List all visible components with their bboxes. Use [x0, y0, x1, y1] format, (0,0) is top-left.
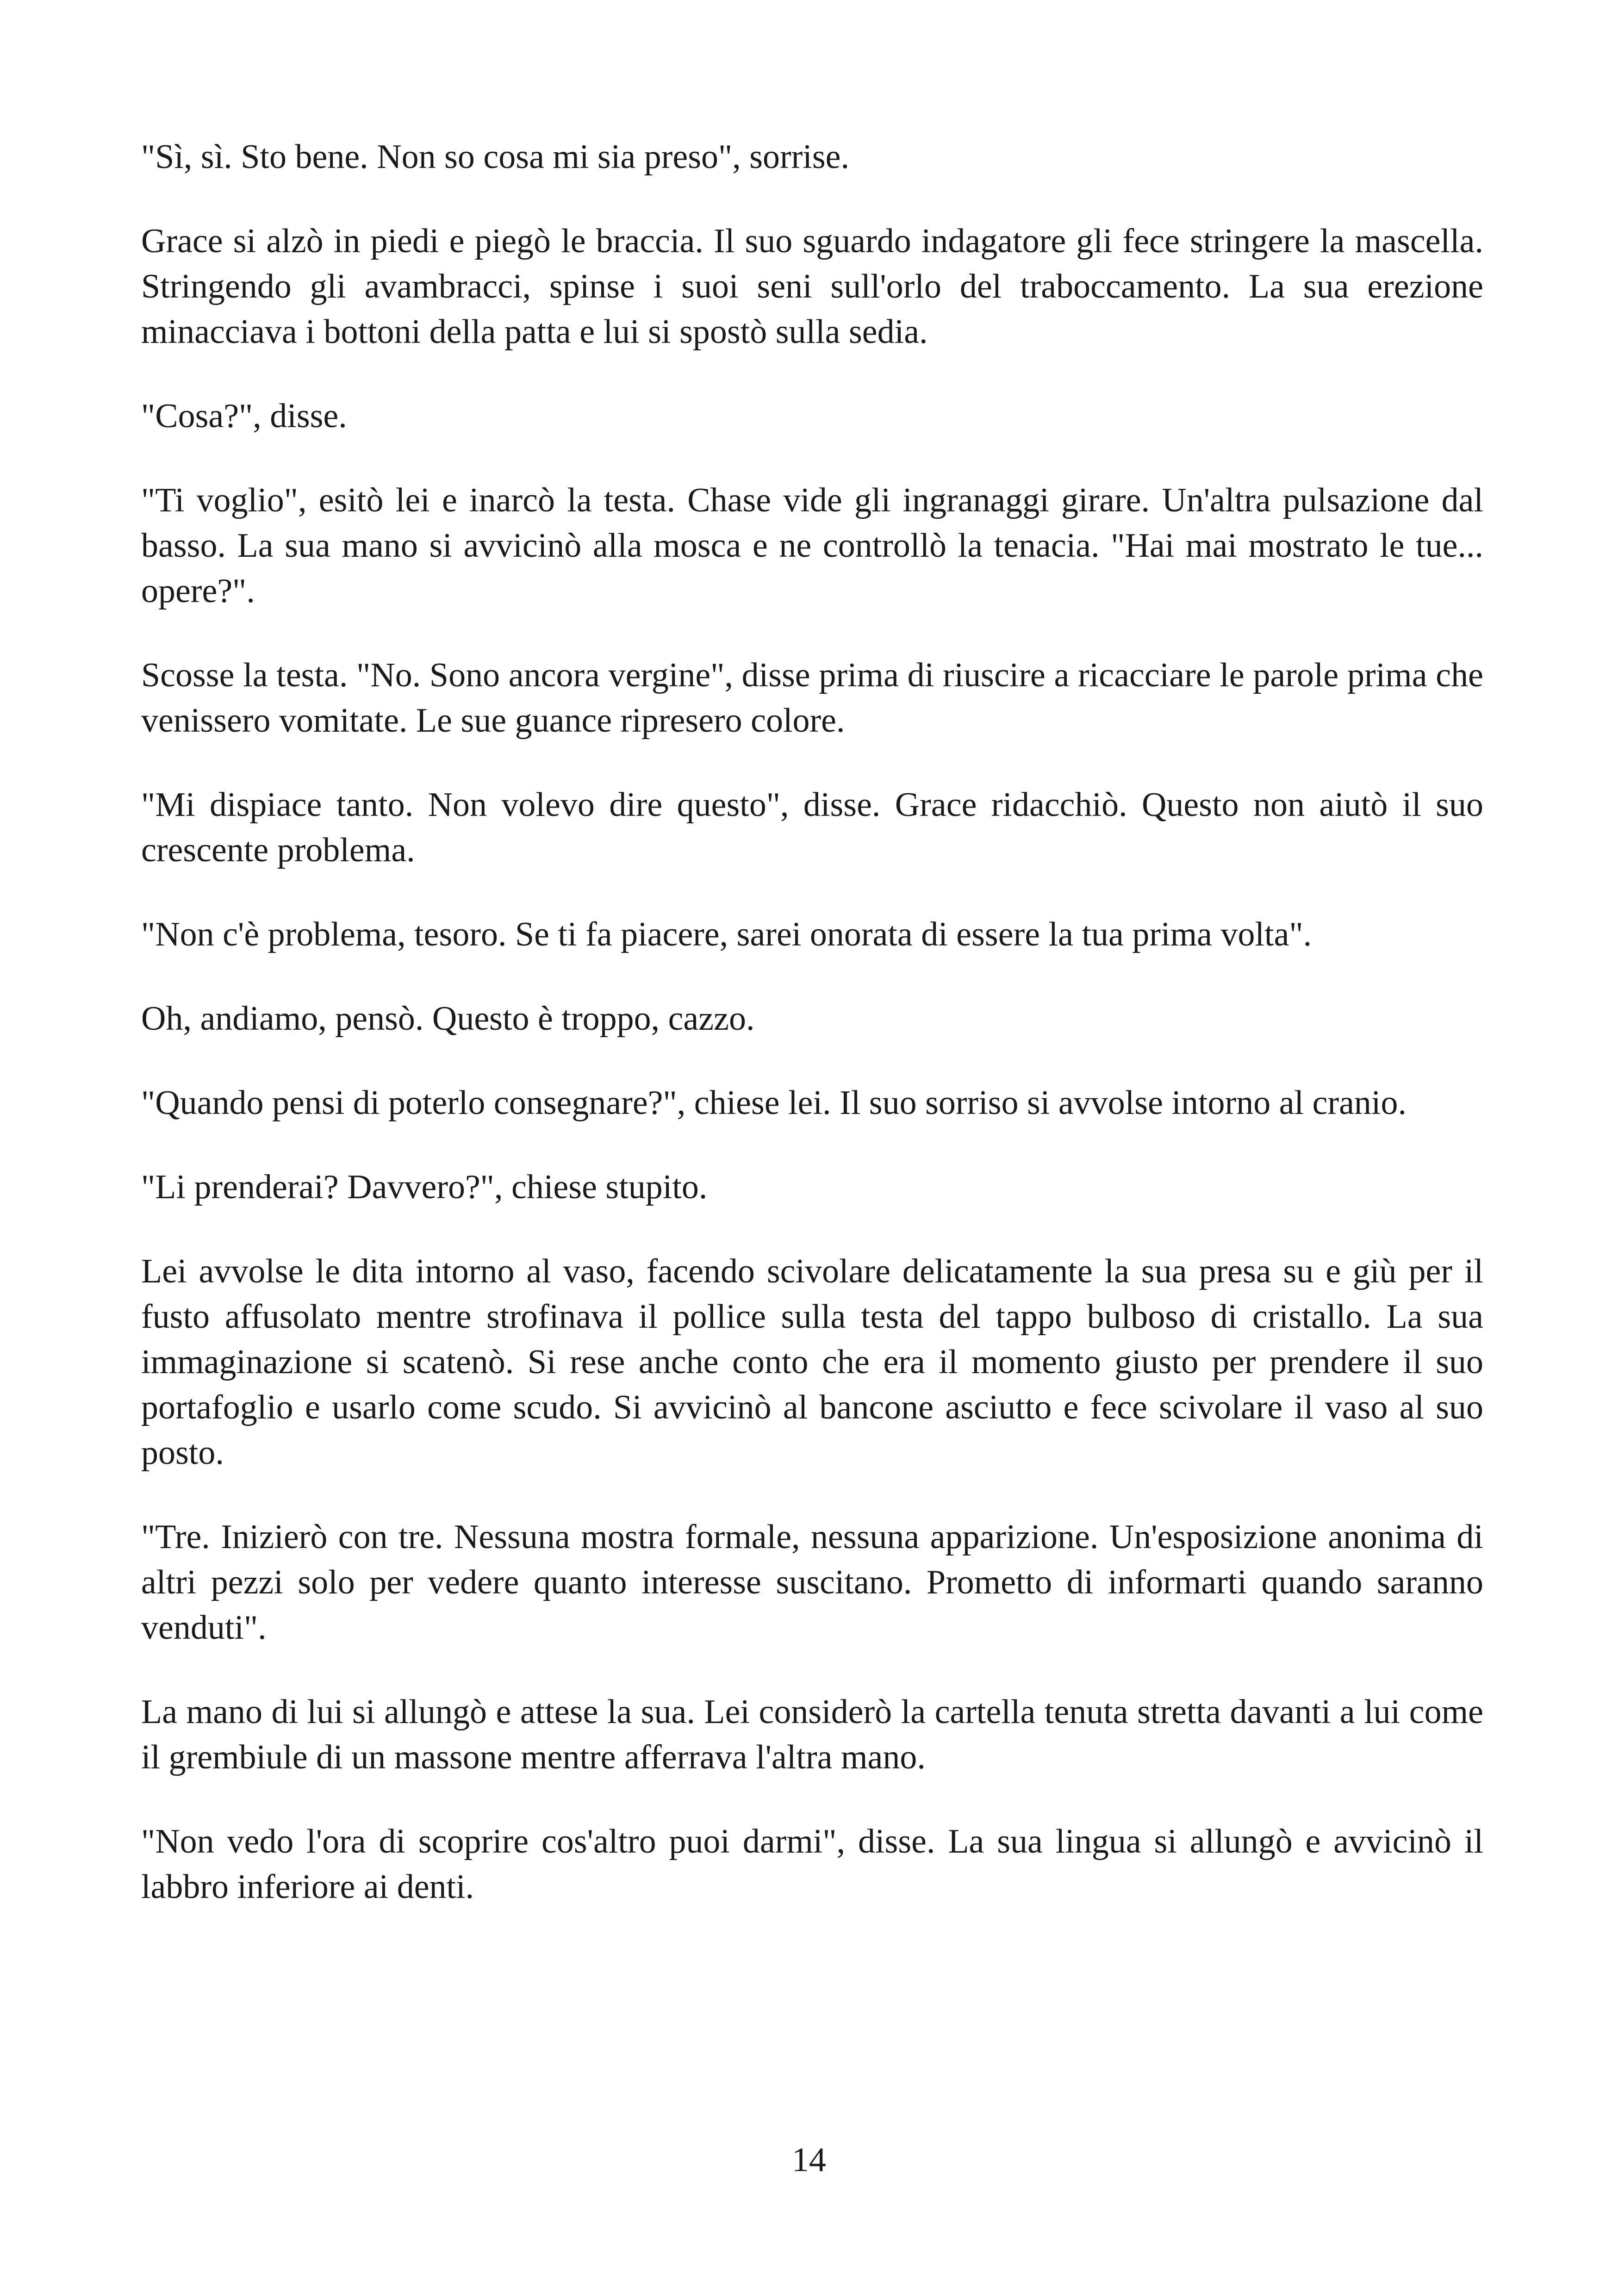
paragraph-13: La mano di lui si allungò e attese la sua. Lei considerò la cartella tenuta stretta davanti a lui come il grembiule di un massone mentre afferrava l'altra mano.: [141, 1693, 1483, 1776]
paragraph-14: "Non vedo l'ora di scoprire cos'altro puoi darmi", disse. La sua lingua si allungò e avvicinò il labbro inferiore ai denti.: [141, 1823, 1483, 1906]
paragraph-8: Oh, andiamo, pensò. Questo è troppo, cazzo.: [141, 1000, 755, 1038]
paragraph-11: Lei avvolse le dita intorno al vaso, facendo scivolare delicatamente la sua presa su e giù per il fusto affusolato mentre strofinava il pollice sulla testa del tappo bulboso di cristallo. La sua immaginazione si scatenò. Si rese anche conto che era il momento giusto per prendere il suo portafoglio e usarlo come scudo. Si avvicinò al bancone asciutto e fece scivolare il vaso al suo posto.: [141, 1252, 1483, 1472]
paragraph-10: "Li prenderai? Davvero?", chiese stupito.: [141, 1168, 708, 1206]
paragraph-3: "Cosa?", disse.: [141, 397, 347, 435]
paragraph-2: Grace si alzò in piedi e piegò le braccia. Il suo sguardo indagatore gli fece stringere la mascella. Stringendo gli avambracci, spinse i suoi seni sull'orlo del traboccamento. La sua erezione minacciava i bottoni della patta e lui si spostò sulla sedia.: [141, 222, 1483, 351]
paragraph-7: "Non c'è problema, tesoro. Se ti fa piacere, sarei onorata di essere la tua prima volta".: [141, 915, 1312, 953]
paragraph-5: Scosse la testa. "No. Sono ancora vergine", disse prima di riuscire a ricacciare le parole prima che venissero vomitate. Le sue guance ripresero colore.: [141, 656, 1483, 740]
paragraph-4: "Ti voglio", esitò lei e inarcò la testa. Chase vide gli ingranaggi girare. Un'altra pulsazione dal basso. La sua mano si avvicinò alla mosca e ne controllò la tenacia. "Hai mai mostrato le tue... opere?".: [141, 481, 1483, 610]
page-number: 14: [792, 2141, 826, 2179]
paragraph-9: "Quando pensi di poterlo consegnare?", chiese lei. Il suo sorriso si avvolse intorno al cranio.: [141, 1084, 1406, 1122]
paragraph-1: "Sì, sì. Sto bene. Non so cosa mi sia preso", sorrise.: [141, 138, 850, 176]
page-body: [141, 134, 1483, 1948]
paragraph-12: "Tre. Inizierò con tre. Nessuna mostra formale, nessuna apparizione. Un'esposizione anonima di altri pezzi solo per vedere quanto interesse suscitano. Prometto di informarti quando saranno venduti".: [141, 1518, 1483, 1647]
paragraph-6: "Mi dispiace tanto. Non volevo dire questo", disse. Grace ridacchiò. Questo non aiutò il suo crescente problema.: [141, 786, 1483, 869]
